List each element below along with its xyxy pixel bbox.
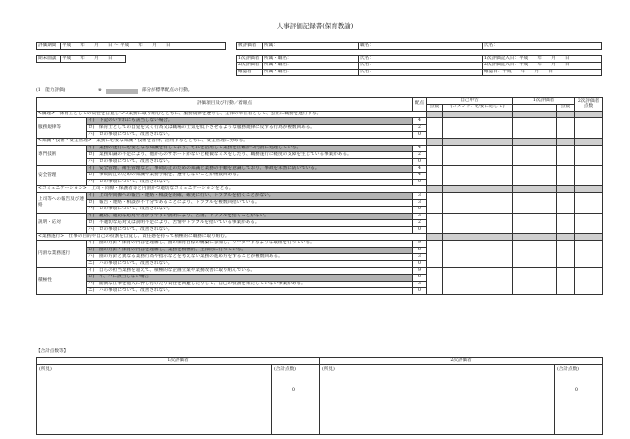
criterion-row: [37, 145, 603, 152]
criterion-text: ロ) 報告・連絡・相談が不十分であることにより、トラブルを複数回招いている。: [87, 199, 413, 206]
criterion-text: ハ) ロの事項について、改善されない。: [87, 206, 413, 213]
criterion-row: [37, 240, 603, 247]
criterion-text: ロ) 保育士としての自覚を欠く行為又は職場の士気を低下させるような服務規律に反する行為が複数回ある。: [87, 125, 413, 132]
group-name: 服務規律等: [37, 118, 87, 138]
category-blank: [513, 233, 557, 240]
criterion-points: 2: [413, 152, 427, 159]
self-comment-cell[interactable]: [443, 145, 513, 165]
criterion-text: ハ) ロの事項について、改善されない。: [87, 159, 413, 166]
criterion-text: ハ) 園の方針と異なる業務行為や指示などを考えない業務の進め方をすることが複数回ある。: [87, 254, 413, 261]
criterion-text: イ) 自らの担当業務を超えて、積極的な企画立案や業務改善に取り組んでいる。: [87, 267, 413, 274]
totals-label: 【合計点数等】: [36, 349, 69, 354]
first-score-cell[interactable]: [557, 213, 575, 233]
ev1-label: 1次評価者: [237, 56, 263, 63]
category-blank: [557, 233, 575, 240]
category-blank: [513, 138, 557, 145]
legend-mark: ※: [98, 88, 102, 94]
category-blank: [575, 186, 603, 193]
first-comment-cell[interactable]: [513, 118, 557, 138]
first-opinion-label: (所見): [39, 366, 52, 372]
interview-date-label: 期末面談: [37, 56, 61, 63]
criterion-text: ハ) ロの事項について、改善されない。: [87, 227, 413, 234]
first-comment-cell[interactable]: [513, 193, 557, 213]
criterion-text: イ) 業務の遂行に必要となる知識を有しており、それを活用して業務を正確かつ円滑に処理している。: [87, 145, 413, 152]
col-self-comment: (コメント：必要に応じて): [443, 104, 513, 111]
criterion-points: 4: [413, 118, 427, 125]
criterion-row: [37, 267, 603, 274]
target-role[interactable]: 職名：: [359, 43, 483, 50]
first-score-cell[interactable]: [557, 165, 575, 185]
second-score-cell[interactable]: [575, 213, 603, 233]
first-score-cell[interactable]: [557, 145, 575, 165]
self-score-cell[interactable]: [427, 118, 443, 138]
criterion-points: 0: [413, 131, 427, 138]
criterion-points: 0: [413, 288, 427, 295]
group-name: 専門技術: [37, 145, 87, 165]
self-comment-cell[interactable]: [443, 118, 513, 138]
totals-table: [36, 357, 603, 435]
second-total-value: 0: [575, 387, 578, 393]
group-name: 上司等への報告及び連絡: [37, 193, 87, 213]
first-score-cell[interactable]: [557, 267, 575, 294]
criterion-text: ハ) ロの事項について、改善されない。: [87, 131, 413, 138]
criterion-points: 0: [413, 179, 427, 186]
criterion-points: 6: [413, 274, 427, 281]
target-name[interactable]: 氏名：: [483, 43, 602, 50]
criterion-points: 3: [413, 213, 427, 220]
first-comment-cell[interactable]: [513, 165, 557, 185]
category-blank: [575, 111, 603, 118]
category-blank: [575, 138, 603, 145]
self-comment-cell[interactable]: [443, 240, 513, 267]
second-score-cell[interactable]: [575, 145, 603, 165]
evaluators-table: [236, 55, 602, 76]
conf-label: 確認者: [237, 69, 263, 76]
category-label: <倫理> 保育士としての責任を自覚しつつ業務に取り組むとともに、服務規律を遵守し、全体の奉仕者として、公正に職務を遂行する。: [37, 111, 427, 118]
category-row: [37, 233, 603, 240]
target-table: [236, 42, 602, 50]
category-row: [37, 186, 603, 193]
totals-second: 2次評価者: [320, 358, 603, 365]
criterion-points: 9: [413, 240, 427, 247]
category-row: [37, 111, 603, 118]
criterion-text: イ) 下記のいずれにも該当しない場合。: [87, 118, 413, 125]
criterion-row: [37, 165, 603, 172]
legend: [98, 89, 192, 94]
category-blank: [557, 138, 575, 145]
group-name: 積極性: [37, 267, 87, 294]
criterion-points: 0: [413, 206, 427, 213]
criterion-text: ニ) ハの事項について、改善されない。: [87, 288, 413, 295]
criterion-points: 4: [413, 172, 427, 179]
criterion-points: 3: [413, 254, 427, 261]
criterion-text: ニ) ハの事項について、改善されない。: [87, 261, 413, 268]
period-value[interactable]: 平成 年 月 日 ～ 平成 年 月 日: [61, 43, 226, 50]
col-second: 2次評価者 点数: [575, 98, 603, 112]
self-score-cell[interactable]: [427, 213, 443, 233]
category-blank: [443, 138, 513, 145]
criterion-text: ロ) 事故防止のための知識や業務手順を、遵守しないことが複数回ある。: [87, 172, 413, 179]
criterion-row: [37, 213, 603, 220]
first-comment-cell[interactable]: [513, 213, 557, 233]
first-comment-cell[interactable]: [513, 267, 557, 294]
criterion-text: イ) 上司や同僚への報告・連絡・相談を的確、確実に行い、トラブルを招くことがない。: [87, 193, 413, 200]
criterion-points: 4: [413, 145, 427, 152]
first-total-cell: [271, 365, 320, 434]
first-comment-cell[interactable]: [513, 240, 557, 267]
first-score-cell[interactable]: [557, 193, 575, 213]
legend-text: 部分が標準配点の行動。: [141, 88, 193, 94]
category-blank: [443, 186, 513, 193]
ev2-belong[interactable]: 所属・職名：: [263, 62, 359, 69]
ev2-label: 2次評価者: [237, 62, 263, 69]
second-opinion-label: (所見): [322, 366, 335, 372]
col-self-pts: 点数: [427, 104, 443, 111]
criterion-points: 0: [413, 261, 427, 268]
category-blank: [443, 233, 513, 240]
category-blank: [557, 111, 575, 118]
criterion-points: 6: [413, 247, 427, 254]
interview-date-table: [36, 55, 126, 63]
conf-date[interactable]: 確認日：平成 年 月 日: [483, 69, 602, 76]
group-name: 円滑な業務遂行: [37, 240, 87, 267]
second-score-cell[interactable]: [575, 193, 603, 213]
category-blank: [557, 186, 575, 193]
document-title: 人事評価記録書(保育教諭): [276, 22, 354, 30]
category-label: <知識・技術・安全管理> 業務に必要な知識・技術を習得、活用するとともに、安全管理に努める。: [37, 138, 427, 145]
category-blank: [427, 111, 443, 118]
criterion-points: 2: [413, 220, 427, 227]
category-label: <業務遂行> 仕事の目的や自己の役割を自覚し、責任感を持って積極的に職務に取り組む。: [37, 233, 427, 240]
first-comment-cell[interactable]: [513, 145, 557, 165]
self-comment-cell[interactable]: [443, 193, 513, 213]
criterion-row: [37, 193, 603, 200]
interview-date-value[interactable]: 平成 年 月 日: [61, 56, 126, 63]
ev1-date[interactable]: 1次評価記入日：平成 年 月 日: [483, 56, 602, 63]
first-total-label: (合計点数): [274, 366, 296, 372]
criterion-text: イ) 園の方針・保育の内容を理解し、園の保育目標の構築に参加し、リーダーするような取組を行っている。: [87, 240, 413, 247]
criterion-points: 4: [413, 165, 427, 172]
ev2-name[interactable]: 氏名：: [359, 62, 483, 69]
self-comment-cell[interactable]: [443, 267, 513, 294]
self-comment-cell[interactable]: [443, 165, 513, 185]
category-blank: [427, 233, 443, 240]
conf-belong[interactable]: 所属・職名：: [263, 69, 359, 76]
criterion-points: 0: [413, 159, 427, 166]
criterion-points: 0: [413, 227, 427, 234]
criterion-points: 9: [413, 267, 427, 274]
second-score-cell[interactable]: [575, 165, 603, 185]
section-label: (1 能力評価): [36, 88, 66, 93]
col-first: 1次評価者: [513, 98, 575, 105]
target-label: 被評価者: [237, 43, 263, 50]
period-label: 評価期間: [37, 43, 61, 50]
criterion-text: ロ) イ、ハに該当しない場合: [87, 274, 413, 281]
ev1-name[interactable]: 氏名：: [359, 56, 483, 63]
category-blank: [513, 111, 557, 118]
category-blank: [575, 233, 603, 240]
self-score-cell[interactable]: [427, 267, 443, 294]
self-comment-cell[interactable]: [443, 213, 513, 233]
ev2-date[interactable]: 2次評価記入日：平成 年 月 日: [483, 62, 602, 69]
criterion-points: 2: [413, 125, 427, 132]
conf-name[interactable]: 氏名：: [359, 69, 483, 76]
self-score-cell[interactable]: [427, 193, 443, 213]
second-score-cell[interactable]: [575, 240, 603, 267]
group-name: 説明・応対: [37, 213, 87, 233]
evaluation-table: [36, 97, 603, 295]
criterion-row: [37, 118, 603, 125]
period-table: [36, 42, 226, 50]
first-comment-box[interactable]: [37, 364, 320, 434]
criterion-text: ハ) ロの事項について、改善されない。: [87, 179, 413, 186]
col-points: 配点: [413, 98, 427, 112]
group-name: 安全管理: [37, 165, 87, 185]
category-label: <コミュニケーション> 上司・同僚・保護者等と円滑かつ適切なコミュニケーションをとる。: [37, 186, 427, 193]
criterion-text: イ) 安全管理、衛生管理など、事故防止のための知識と業務の手順を意識しており、事故を未然に防いでいる。: [87, 165, 413, 172]
second-total-label: (合計点数): [557, 366, 579, 372]
self-score-cell[interactable]: [427, 165, 443, 185]
criterion-text: ロ) 業務知識の不足により、他からのサポートがないと軽微なミスをしたり、職務遂行に軽度の支障を生じている事案がある。: [87, 152, 413, 159]
second-total-cell: [554, 365, 603, 434]
totals-first: 1次評価者: [37, 358, 320, 365]
category-blank: [443, 111, 513, 118]
criterion-points: 3: [413, 193, 427, 200]
legend-swatch: [106, 89, 138, 94]
criterion-text: ハ) 面倒な仕事を他人に押し付けたり責任を回避したりして、自己の役割を果たしていない事案がある。: [87, 281, 413, 288]
criterion-text: イ) 親切、適切な応対や分かりやすい説明により、苦情、トラブルを招くことがない。: [87, 213, 413, 220]
category-blank: [427, 138, 443, 145]
category-row: [37, 138, 603, 145]
ev1-belong[interactable]: 所属・職名：: [263, 56, 359, 63]
col-self: 自己申告: [427, 98, 513, 105]
col-first-pts: 点数: [557, 104, 575, 111]
category-blank: [513, 186, 557, 193]
col-item: 評価項目及び行動／着眼点: [37, 98, 413, 112]
first-total-value: 0: [292, 387, 295, 393]
criterion-text: ロ) 園の方針・保育の内容を理解し、業務を積極的、主体的に行っている。: [87, 247, 413, 254]
first-score-cell[interactable]: [557, 118, 575, 138]
first-score-cell[interactable]: [557, 240, 575, 267]
category-blank: [427, 186, 443, 193]
second-score-cell[interactable]: [575, 118, 603, 138]
second-score-cell[interactable]: [575, 267, 603, 294]
second-comment-box[interactable]: [320, 364, 603, 434]
criterion-points: 3: [413, 199, 427, 206]
target-belong[interactable]: 所属：: [263, 43, 359, 50]
criterion-text: ロ) 不適切な応対又は説明不足により、苦情やトラブルを招いている事案がある。: [87, 220, 413, 227]
criterion-points: 3: [413, 281, 427, 288]
col-first-blank: [513, 104, 557, 111]
self-score-cell[interactable]: [427, 145, 443, 165]
self-score-cell[interactable]: [427, 240, 443, 267]
